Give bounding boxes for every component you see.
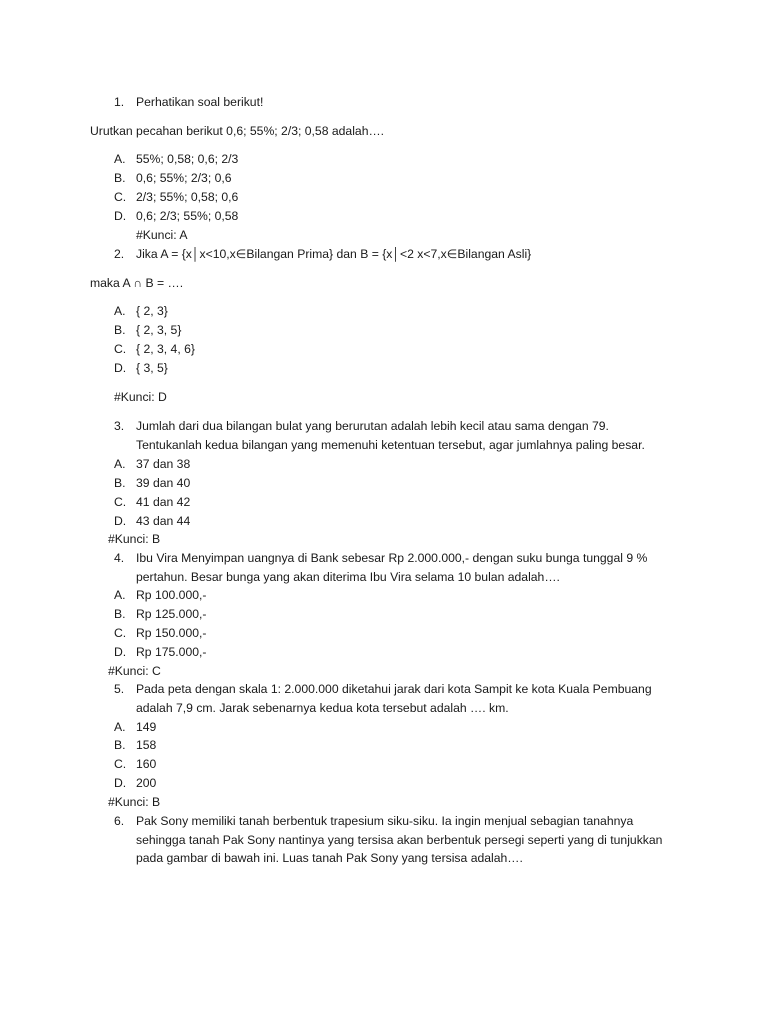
answer-key: #Kunci: B (108, 795, 161, 809)
question-number: 4. (114, 551, 125, 565)
question-text: Perhatikan soal berikut! (136, 95, 264, 109)
answer-key: #Kunci: A (136, 228, 188, 242)
option-text: 37 dan 38 (136, 457, 191, 471)
question-text: Pada peta dengan skala 1: 2.000.000 diketahui jarak dari kota Sampit ke kota Kuala Pembuang (136, 682, 652, 696)
option-text: Rp 100.000,- (136, 588, 207, 602)
question-number: 6. (114, 814, 125, 828)
option-letter: A. (114, 304, 126, 318)
option-letter: C. (114, 190, 127, 204)
option-text: Rp 150.000,- (136, 626, 207, 640)
question-number: 3. (114, 419, 125, 433)
question-text: adalah 7,9 cm. Jarak sebenarnya kedua kota tersebut adalah …. km. (136, 701, 509, 715)
option-letter: D. (114, 514, 127, 528)
answer-key: #Kunci: C (108, 664, 161, 678)
option-letter: D. (114, 645, 127, 659)
option-letter: C. (114, 342, 127, 356)
option-text: 158 (136, 738, 157, 752)
option-text: { 2, 3} (136, 304, 168, 318)
option-letter: A. (114, 457, 126, 471)
option-text: 149 (136, 720, 157, 734)
option-letter: A. (114, 152, 126, 166)
option-letter: B. (114, 607, 126, 621)
option-text: Rp 175.000,- (136, 645, 207, 659)
option-letter: A. (114, 720, 126, 734)
question-stem: maka A ∩ B = …. (90, 276, 184, 290)
question-number: 2. (114, 247, 125, 261)
option-text: 0,6; 2/3; 55%; 0,58 (136, 209, 239, 223)
question-text: Ibu Vira Menyimpan uangnya di Bank sebesar Rp 2.000.000,- dengan suku bunga tunggal 9 % (136, 551, 648, 565)
option-text: 39 dan 40 (136, 476, 191, 490)
question-text: Jumlah dari dua bilangan bulat yang berurutan adalah lebih kecil atau sama dengan 79. (136, 419, 609, 433)
option-text: 41 dan 42 (136, 495, 191, 509)
option-text: 200 (136, 776, 157, 790)
option-text: Rp 125.000,- (136, 607, 207, 621)
question-text: pertahun. Besar bunga yang akan diterima Ibu Vira selama 10 bulan adalah…. (136, 570, 560, 584)
option-text: { 2, 3, 5} (136, 323, 182, 337)
question-text: sehingga tanah Pak Sony nantinya yang tersisa akan berbentuk persegi seperti yang di tunjukkan (136, 833, 663, 847)
option-text: 2/3; 55%; 0,58; 0,6 (136, 190, 239, 204)
option-letter: C. (114, 626, 127, 640)
option-letter: B. (114, 323, 126, 337)
option-letter: B. (114, 171, 126, 185)
option-letter: D. (114, 361, 127, 375)
option-text: 43 dan 44 (136, 514, 191, 528)
option-text: 0,6; 55%; 2/3; 0,6 (136, 171, 232, 185)
option-letter: B. (114, 738, 126, 752)
answer-key: #Kunci: D (114, 390, 167, 404)
option-letter: C. (114, 495, 127, 509)
question-number: 5. (114, 682, 125, 696)
answer-key: #Kunci: B (108, 532, 161, 546)
question-text: Jika A = {x│x<10,x∈Bilangan Prima} dan B = {x│<2 x<7,x∈Bilangan Asli} (136, 247, 532, 261)
option-text: 160 (136, 757, 157, 771)
option-text: { 2, 3, 4, 6} (136, 342, 195, 356)
question-stem: Urutkan pecahan berikut 0,6; 55%; 2/3; 0,58 adalah…. (90, 124, 385, 138)
question-number: 1. (114, 95, 125, 109)
option-letter: D. (114, 776, 127, 790)
option-text: 55%; 0,58; 0,6; 2/3 (136, 152, 239, 166)
option-letter: C. (114, 757, 127, 771)
question-text: pada gambar di bawah ini. Luas tanah Pak Sony yang tersisa adalah…. (136, 851, 523, 865)
option-text: { 3, 5} (136, 361, 168, 375)
option-letter: B. (114, 476, 126, 490)
option-letter: A. (114, 588, 126, 602)
option-letter: D. (114, 209, 127, 223)
question-text: Tentukanlah kedua bilangan yang memenuhi ketentuan tersebut, agar jumlahnya paling besar. (136, 438, 645, 452)
question-text: Pak Sony memiliki tanah berbentuk trapesium siku-siku. Ia ingin menjual sebagian tanahnya (136, 814, 634, 828)
